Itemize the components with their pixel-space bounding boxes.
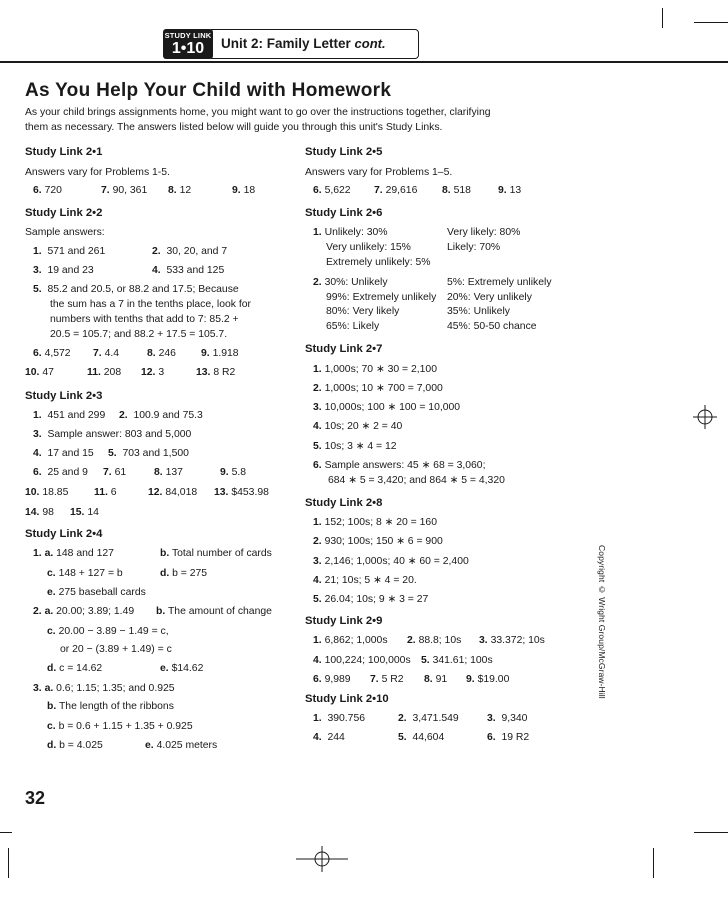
answer: 10. 47 — [25, 367, 54, 378]
answer: 2. 1,000s; 10 ∗ 700 = 7,000 — [313, 383, 443, 394]
section-heading: Study Link 2•9 — [305, 615, 383, 627]
answer: b. The length of the ribbons — [47, 701, 174, 712]
answer: 6. 19 R2 — [487, 732, 530, 743]
answer: 3. 2,146; 1,000s; 40 ∗ 60 = 2,400 — [313, 556, 469, 567]
note: Answers vary for Problems 1-5. — [25, 167, 170, 178]
page-title: As You Help Your Child with Homework — [25, 80, 392, 101]
answer-line: 684 ∗ 5 = 3,420; and 864 ∗ 5 = 4,320 — [328, 475, 505, 486]
answer: 8. 91 — [424, 674, 448, 685]
answer: 7. 61 — [103, 467, 127, 478]
answer: c. 148 + 127 = b — [47, 568, 123, 579]
answer: 3. 33.372; 10s — [479, 635, 545, 646]
section-heading: Study Link 2•10 — [305, 693, 389, 705]
answer: 6. 4,572 — [33, 348, 71, 359]
note: Sample answers: — [25, 227, 105, 238]
answer-line: Very likely: 80% — [447, 227, 521, 238]
crop-mark — [694, 22, 728, 23]
answer: 3. Sample answer: 803 and 5,000 — [33, 429, 192, 440]
copyright-notice: Copyright © Wright Group/McGraw-Hill — [597, 545, 607, 699]
answer: e. 4.025 meters — [145, 740, 218, 751]
answer: d. b = 275 — [160, 568, 208, 579]
answer: 6. 720 — [33, 185, 62, 196]
answer: 11. 6 — [94, 487, 117, 498]
answer: 12. 84,018 — [148, 487, 198, 498]
answer: 5. 703 and 1,500 — [108, 448, 189, 459]
section-heading: Study Link 2•7 — [305, 343, 383, 355]
answer: c. 20.00 − 3.89 − 1.49 = c, — [47, 626, 169, 637]
answer: e. 275 baseball cards — [47, 587, 146, 598]
answer: d. c = 14.62 — [47, 663, 103, 674]
answer: 9. 1.918 — [201, 348, 239, 359]
answer: 13. 8 R2 — [196, 367, 236, 378]
unit-title-cont: cont. — [354, 36, 386, 51]
answer: 3. 9,340 — [487, 713, 528, 724]
header-rule — [0, 61, 728, 63]
answer: 7. 5 R2 — [370, 674, 404, 685]
answer: 9. $19.00 — [466, 674, 510, 685]
answer-line: the sum has a 7 in the tenths place, look for — [50, 299, 252, 310]
answer-line: Likely: 70% — [447, 242, 501, 253]
answer: 2. 3,471.549 — [398, 713, 459, 724]
answer-line: numbers with tenths that add to 7: 85.2 + — [50, 314, 239, 325]
unit-title: Unit 2: Family Letter — [221, 36, 351, 51]
intro-line-1: As your child brings assignments home, you might want to go over the instructions together, clarifying — [25, 107, 491, 118]
answer-line: 20%: Very unlikely — [447, 292, 532, 303]
crop-mark — [694, 832, 728, 833]
badge-label: STUDY LINK — [164, 31, 212, 40]
answer: 6. 5,622 — [313, 185, 351, 196]
answer: 9. 5.8 — [220, 467, 247, 478]
answer: 4. 21; 10s; 5 ∗ 4 = 20. — [313, 575, 417, 586]
note: Answers vary for Problems 1–5. — [305, 167, 453, 178]
answer-line: 20.5 = 105.7; and 88.2 + 17.5 = 105.7. — [50, 329, 228, 340]
section-heading: Study Link 2•5 — [305, 146, 383, 158]
answer: 8. 137 — [154, 467, 183, 478]
answer: 10. 18.85 — [25, 487, 69, 498]
answer: 5. 44,604 — [398, 732, 445, 743]
answer: 6. Sample answers: 45 ∗ 68 = 3,060; — [313, 460, 486, 471]
answer: 1. 390.756 — [313, 713, 366, 724]
answer: 8. 518 — [442, 185, 471, 196]
answer-line: 99%: Extremely unlikely — [326, 292, 437, 303]
page-number: 32 — [25, 788, 46, 808]
answer: 13. $453.98 — [214, 487, 269, 498]
answer: 1. a. 148 and 127 — [33, 548, 114, 559]
answer: 2. 930; 100s; 150 ∗ 6 = 900 — [313, 536, 443, 547]
answer: 5. 341.61; 100s — [421, 655, 493, 666]
answer: 1. 152; 100s; 8 ∗ 20 = 160 — [313, 517, 437, 528]
answer-line: Very unlikely: 15% — [326, 242, 411, 253]
section-heading: Study Link 2•4 — [25, 528, 103, 540]
answer-line: 45%: 50-50 chance — [447, 321, 537, 332]
answer: 1. Unlikely: 30% — [313, 227, 388, 238]
answer: 1. 571 and 261 — [33, 246, 106, 257]
answer: b. Total number of cards — [160, 548, 272, 559]
answer: 2. 88.8; 10s — [407, 635, 462, 646]
answer-line: Extremely unlikely: 5% — [326, 257, 431, 268]
answer: 12. 3 — [141, 367, 165, 378]
crop-mark — [8, 848, 9, 878]
answer: 4. 533 and 125 — [152, 265, 225, 276]
answer: 1. 6,862; 1,000s — [313, 635, 388, 646]
unit-title-box — [211, 29, 419, 59]
answer: 3. 10,000s; 100 ∗ 100 = 10,000 — [313, 402, 461, 413]
answer: 9. 18 — [232, 185, 256, 196]
answer: 7. 4.4 — [93, 348, 120, 359]
answer-line: 80%: Very likely — [326, 306, 400, 317]
answer: c. b = 0.6 + 1.15 + 1.35 + 0.925 — [47, 721, 193, 732]
answer: 1. 451 and 299 — [33, 410, 106, 421]
registration-mark-icon — [693, 405, 717, 429]
answer: 4. 244 — [313, 732, 345, 743]
answer: 7. 29,616 — [374, 185, 418, 196]
answer: b. The amount of change — [156, 606, 272, 617]
answer: 2. 30%: Unlikely — [313, 277, 388, 288]
answer: e. $14.62 — [160, 663, 204, 674]
answer: 6. 9,989 — [313, 674, 351, 685]
crop-mark — [653, 848, 654, 878]
answer-line: or 20 − (3.89 + 1.49) = c — [60, 644, 172, 655]
intro-line-2: them as necessary. The answers listed below will guide you through this unit's Study Links. — [25, 122, 443, 133]
answer: 1. 1,000s; 70 ∗ 30 = 2,100 — [313, 364, 437, 375]
study-link-badge — [163, 29, 213, 59]
answer: 8. 12 — [168, 185, 192, 196]
answer: 9. 13 — [498, 185, 522, 196]
answer: 3. a. 0.6; 1.15; 1.35; and 0.925 — [33, 683, 175, 694]
answer: 5. 26.04; 10s; 9 ∗ 3 = 27 — [313, 594, 429, 605]
registration-mark-icon — [296, 846, 348, 872]
answer: 2. 30, 20, and 7 — [152, 246, 228, 257]
intro-text — [25, 105, 545, 135]
answer: 6. 25 and 9 — [33, 467, 88, 478]
answer: 11. 208 — [87, 367, 122, 378]
answer: d. b = 4.025 — [47, 740, 103, 751]
answer: 5. 10s; 3 ∗ 4 = 12 — [313, 441, 397, 452]
answer: 15. 14 — [70, 507, 99, 518]
answer: 2. 100.9 and 75.3 — [119, 410, 203, 421]
answer: 2. a. 20.00; 3.89; 1.49 — [33, 606, 135, 617]
section-heading: Study Link 2•3 — [25, 390, 103, 402]
crop-mark — [662, 8, 663, 28]
section-heading: Study Link 2•8 — [305, 497, 383, 509]
answer-line: 65%: Likely — [326, 321, 380, 332]
answer: 4. 100,224; 100,000s — [313, 655, 411, 666]
answer: 8. 246 — [147, 348, 176, 359]
answer: 4. 17 and 15 — [33, 448, 94, 459]
answer: 14. 98 — [25, 507, 54, 518]
section-heading: Study Link 2•2 — [25, 207, 103, 219]
section-heading: Study Link 2•1 — [25, 146, 103, 158]
answer: 3. 19 and 23 — [33, 265, 94, 276]
section-heading: Study Link 2•6 — [305, 207, 383, 219]
badge-number: 1•10 — [171, 40, 205, 57]
answer-line: 5%: Extremely unlikely — [447, 277, 552, 288]
answer: 7. 90, 361 — [101, 185, 148, 196]
answer: 4. 10s; 20 ∗ 2 = 40 — [313, 421, 403, 432]
answer-line: 35%: Unlikely — [447, 306, 510, 317]
crop-mark — [0, 832, 12, 833]
answer: 5. 85.2 and 20.5, or 88.2 and 17.5; Because — [33, 284, 239, 295]
